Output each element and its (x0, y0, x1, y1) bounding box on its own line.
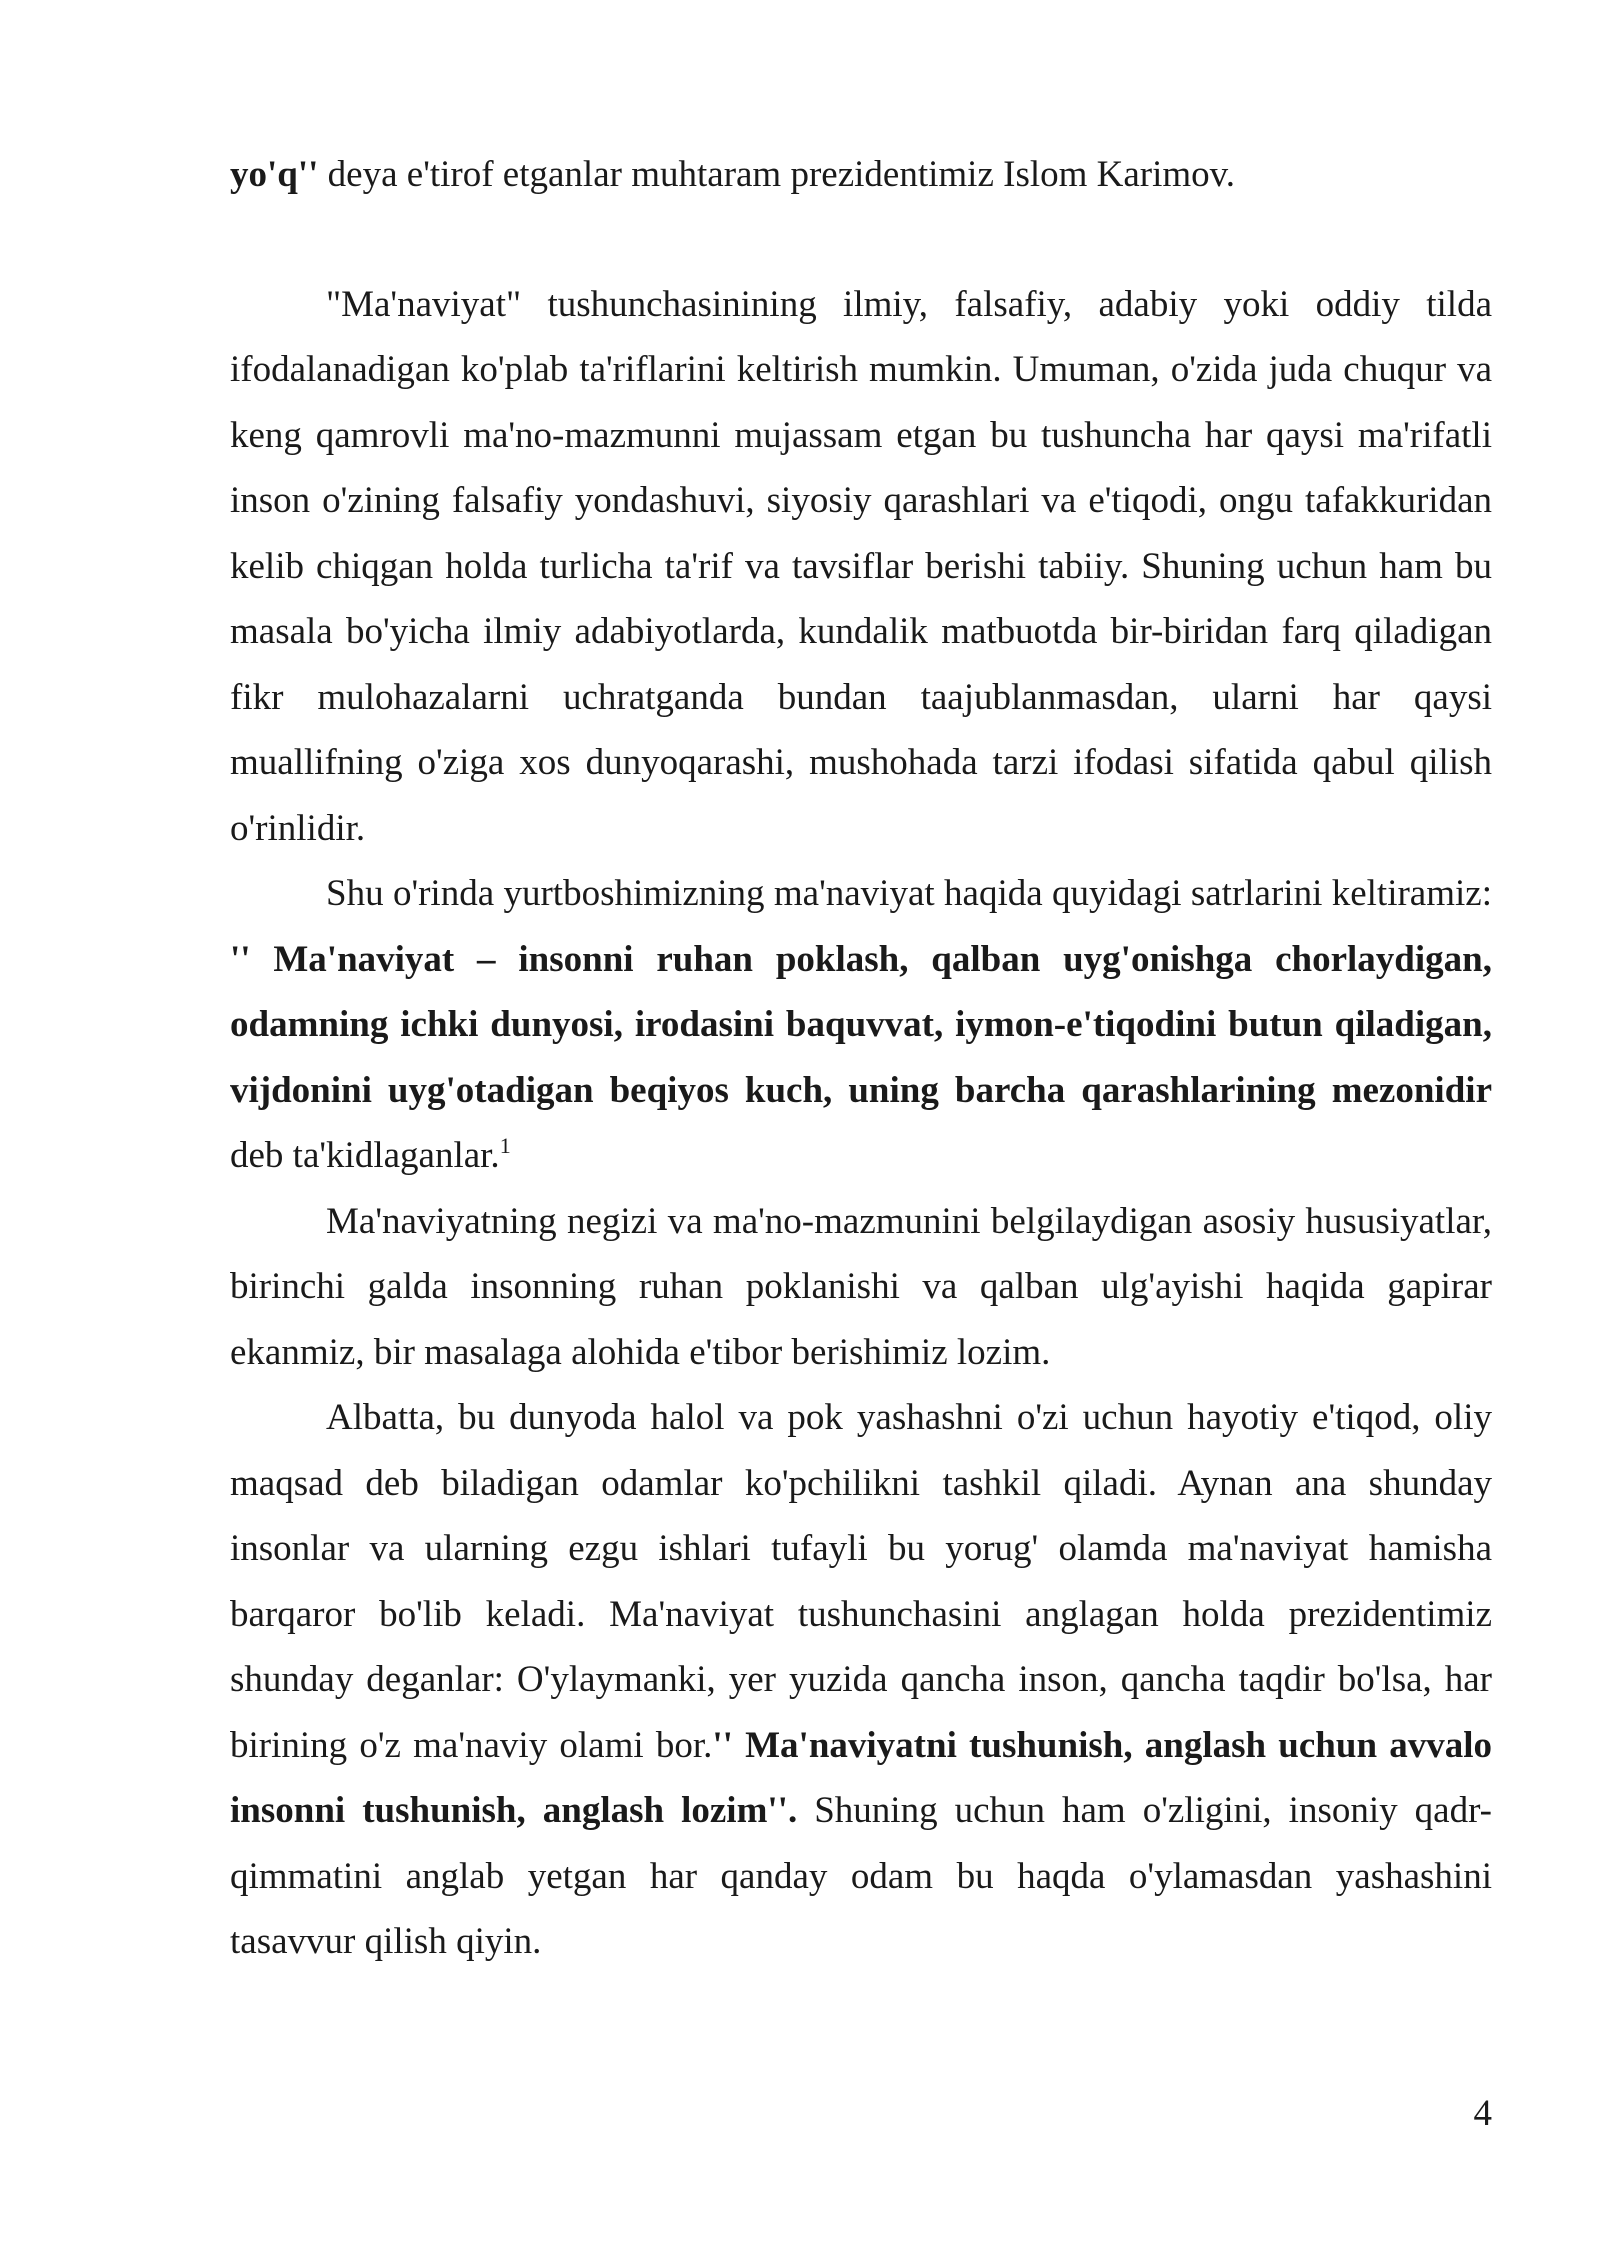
paragraph-text: Albatta, bu dunyoda halol va pok yashashni o'zi uchun hayotiy e'tiqod, oliy maqsad deb biladigan odamlar ko'pchilikni tashkil qiladi. Aynan ana shunday insonlar va ularning ezgu ishlari tufayli bu yorug' olamda ma'naviyat hamisha barqaror bo'lib keladi. Ma'naviyat tushunchasini anglagan holda prezidentimiz shunday deganlar: O'ylaymanki, yer yuzida qancha inson, qancha taqdir bo'lsa, har birining o'z ma'naviy olami bor. (230, 1397, 1492, 1766)
bold-quote: '' Ma'naviyat – insonni ruhan poklash, qalban uyg'onishga chorlaydigan, odamning ichki dunyosi, irodasini baquvvat, iymon-e'tiqodini butun qiladigan, vijdonini uyg'otadigan beqiyos kuch, uning barcha qarashlarining mezonidir (230, 938, 1492, 1111)
page-number: 4 (1473, 2093, 1492, 2134)
bold-quote-end: yo'q'' (230, 154, 319, 195)
paragraph-characteristics (230, 1189, 1492, 1386)
paragraph-text: deya e'tirof etganlar muhtaram prezidentimiz Islom Karimov. (318, 154, 1236, 195)
bold-quote: '' Ma'naviyatni tushunish, anglash uchun avvalo insonni tushunish, anglash lozim''. (230, 1724, 1492, 1831)
paragraph-text: deb ta'kidlaganlar. (230, 1135, 500, 1176)
document-body (230, 142, 1492, 1975)
paragraph-text: Shu o'rinda yurtboshimizning ma'naviyat haqida quyidagi satrlarini keltiramiz: (326, 873, 1492, 914)
paragraph-text: "Ma'naviyat" tushunchasinining ilmiy, falsafiy, adabiy yoki oddiy tilda ifodalanadigan ko'plab ta'riflarini keltirish mumkin. Umuman, o'zida juda chuqur va keng qamrovli ma'no-mazmunni mujassam etgan bu tushuncha har qaysi ma'rifatli inson o'zining falsafiy yondashuvi, siyosiy qarashlari va e'tiqodi, ongu tafakkuridan kelib chiqgan holda turlicha ta'rif va tavsiflar berishi tabiiy. Shuning uchun ham bu masala bo'yicha ilmiy adabiyotlarda, kundalik matbuotda bir-biridan farq qiladigan fikr mulohazalarni uchratganda bundan taajublanmasdan, ularni har qaysi muallifning o'ziga xos dunyoqarashi, mushohada tarzi ifodasi sifatida qabul qilish o'rinlidir. (230, 283, 1492, 849)
paragraph-quote-intro (230, 861, 1492, 1189)
paragraph-text: Shuning uchun ham o'zligini, insoniy qadr-qimmatini anglab yetgan har qanday odam bu haqda o'ylamasdan yashashini tasavvur qilish qiyin. (230, 1790, 1492, 1962)
paragraph-continuation (230, 142, 1492, 208)
paragraph-conclusion (230, 1385, 1492, 1975)
footnote-marker: 1 (499, 1133, 511, 1158)
paragraph-definitions (230, 272, 1492, 862)
paragraph-text: Ma'naviyatning negizi va ma'no-mazmunini belgilaydigan asosiy hususiyatlar, birinchi galda insonning ruhan poklanishi va qalban ulg'ayishi haqida gapirar ekanmiz, bir masalaga alohida e'tibor berishimiz lozim. (230, 1200, 1492, 1373)
